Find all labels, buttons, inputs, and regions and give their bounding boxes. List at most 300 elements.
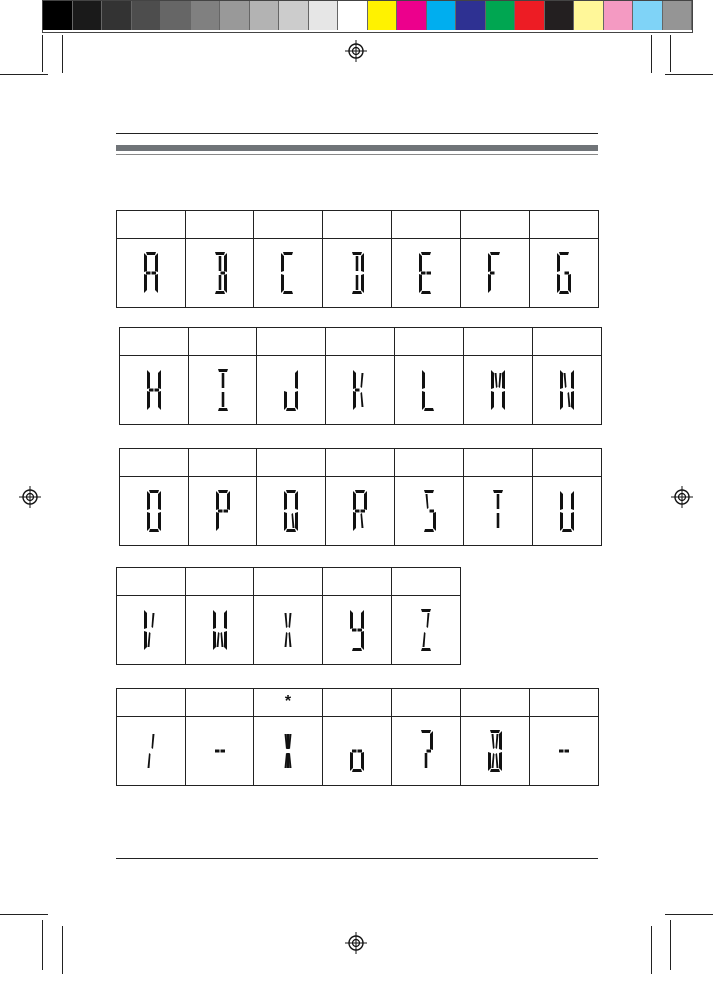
crop-mark (0, 914, 48, 915)
character-cell (392, 239, 461, 308)
glyph-segment (361, 631, 364, 650)
glyph-segment (358, 750, 363, 753)
glyph-segment (560, 491, 563, 510)
glyph-segment (224, 253, 227, 272)
glyph-segment (213, 631, 216, 650)
glyph-segment (149, 389, 154, 392)
table-header-cell (189, 328, 257, 356)
glyph-segment (361, 752, 364, 771)
color-swatch (633, 1, 663, 30)
glyph-segment (221, 373, 224, 388)
glyph-segment (281, 274, 284, 293)
glyph-segment (147, 370, 150, 389)
glyph-segment (295, 391, 298, 410)
glyph-segment (427, 613, 430, 628)
glyph-segment (422, 391, 425, 410)
character-table-row-3 (119, 448, 602, 546)
table-header-cell (323, 689, 392, 717)
table-header-cell (120, 449, 189, 477)
character-cell (117, 239, 186, 308)
glyph-segment (218, 490, 228, 493)
glyph-segment (227, 491, 230, 510)
glyph-segment (287, 753, 290, 768)
character-table-row-4 (116, 567, 461, 665)
crop-mark (651, 926, 652, 974)
table-header-cell (392, 689, 461, 717)
table-header-cell (464, 328, 533, 356)
table-header-cell (254, 689, 323, 717)
character-cell (392, 596, 461, 665)
glyph-segment (419, 274, 422, 293)
glyph-segment (283, 291, 293, 294)
glyph-segment (427, 272, 432, 275)
glyph-segment (352, 252, 362, 255)
table-header-cell (117, 568, 186, 596)
crop-mark (42, 920, 43, 970)
segment-display-glyph (210, 607, 230, 653)
glyph-segment (564, 373, 567, 388)
glyph-segment (423, 632, 426, 647)
segment-display-glyph (144, 367, 164, 413)
table-header-cell (117, 689, 186, 717)
glyph-segment (353, 512, 356, 531)
glyph-segment (559, 750, 564, 753)
glyph-segment (144, 610, 147, 629)
glyph-segment (426, 494, 429, 509)
color-swatch (161, 1, 191, 30)
segment-display-glyph (416, 250, 436, 296)
table-header-cell (533, 328, 602, 356)
color-swatch (545, 1, 575, 30)
segment-display-glyph (347, 250, 367, 296)
glyph-segment (158, 512, 161, 531)
table-header-cell (323, 568, 392, 596)
glyph-segment (488, 274, 491, 293)
crop-mark (62, 35, 63, 73)
character-cell (186, 239, 254, 308)
segment-display-glyph (210, 250, 230, 296)
glyph-segment (557, 274, 560, 293)
table-header-cell (395, 328, 464, 356)
color-swatch (191, 1, 221, 30)
glyph-segment (149, 529, 159, 532)
character-cell (464, 477, 533, 546)
table-header-cell (186, 689, 254, 717)
glyph-segment (499, 731, 502, 750)
crop-mark (670, 35, 671, 72)
glyph-segment (286, 408, 296, 411)
character-cell (257, 477, 326, 546)
character-cell (395, 477, 464, 546)
glyph-segment (218, 256, 221, 271)
color-swatch (427, 1, 457, 30)
crop-mark (62, 926, 63, 974)
segment-display-glyph (281, 488, 301, 534)
glyph-segment (495, 373, 498, 388)
crop-mark (670, 920, 671, 970)
glyph-segment (149, 490, 159, 493)
glyph-segment (364, 491, 367, 510)
glyph-segment (147, 391, 150, 410)
glyph-segment (352, 291, 362, 294)
color-swatch (574, 1, 604, 30)
glyph-segment (502, 370, 505, 389)
color-swatch (368, 1, 398, 30)
segment-display-glyph (419, 488, 439, 534)
color-swatch (663, 1, 693, 30)
glyph-segment (497, 494, 500, 509)
glyph-segment (155, 389, 160, 392)
color-swatch (604, 1, 634, 30)
character-cell (120, 356, 189, 425)
glyph-segment (286, 529, 296, 532)
table-header-cell (530, 689, 599, 717)
crosshair-circle-icon (19, 486, 41, 508)
glyph-segment (565, 272, 570, 275)
glyph-segment (286, 490, 296, 493)
glyph-segment (352, 769, 362, 772)
table-header-cell (395, 449, 464, 477)
segment-display-glyph (488, 488, 508, 534)
character-cell (257, 356, 326, 425)
table-header-cell (189, 449, 257, 477)
glyph-segment (295, 370, 298, 389)
segment-display-glyph (488, 367, 508, 413)
table-header-cell (117, 211, 186, 239)
segment-display-glyph (144, 488, 164, 534)
table-header-cell (326, 449, 395, 477)
glyph-segment (419, 253, 422, 272)
glyph-segment (492, 734, 495, 749)
character-cell (395, 356, 464, 425)
glyph-segment (421, 272, 426, 275)
segment-display-glyph (141, 607, 161, 653)
glyph-segment (155, 253, 158, 272)
glyph-segment (213, 610, 216, 629)
character-cell (530, 239, 599, 308)
glyph-segment (571, 491, 574, 510)
glyph-segment (284, 391, 287, 410)
segment-display-glyph (416, 728, 436, 774)
glyph-segment (560, 391, 563, 410)
glyph-segment (502, 391, 505, 410)
table-header-cell (186, 211, 254, 239)
character-cell (533, 477, 602, 546)
glyph-segment (559, 252, 569, 255)
glyph-segment (421, 291, 431, 294)
glyph-segment (355, 510, 360, 513)
crop-mark (42, 35, 43, 72)
table-header-cell (461, 689, 530, 717)
glyph-segment (571, 512, 574, 531)
glyph-segment (158, 491, 161, 510)
segment-display-glyph (278, 728, 298, 774)
glyph-segment (218, 369, 228, 372)
glyph-segment (571, 370, 574, 389)
segment-display-glyph (141, 250, 161, 296)
character-cell (461, 239, 530, 308)
glyph-segment (568, 274, 571, 293)
table-header-cell (254, 211, 323, 239)
segment-display-glyph (419, 367, 439, 413)
glyph-segment (224, 631, 227, 650)
glyph-segment (421, 252, 431, 255)
color-swatch (132, 1, 162, 30)
character-cell (254, 717, 323, 786)
table-header-cell (254, 568, 323, 596)
table-header-cell (461, 211, 530, 239)
glyph-segment (285, 632, 288, 647)
glyph-segment (499, 373, 502, 388)
glyph-segment (565, 750, 570, 753)
glyph-segment (350, 610, 353, 629)
color-swatch (102, 1, 132, 30)
segment-display-glyph (278, 607, 298, 653)
character-cell (254, 596, 323, 665)
character-cell (392, 717, 461, 786)
glyph-segment (350, 752, 353, 771)
table-header-cell (392, 568, 461, 596)
glyph-segment (361, 510, 366, 513)
glyph-segment (352, 629, 357, 632)
glyph-segment (218, 275, 221, 290)
glyph-segment (492, 753, 495, 768)
glyph-segment (221, 392, 224, 407)
character-cell (326, 477, 395, 546)
color-swatch (397, 1, 427, 30)
glyph-segment (146, 252, 156, 255)
glyph-segment (496, 753, 499, 768)
glyph-segment (422, 370, 425, 389)
glyph-segment (289, 632, 292, 647)
glyph-segment (223, 510, 228, 513)
segment-display-glyph (350, 488, 370, 534)
header-band (116, 145, 598, 151)
glyph-segment (284, 491, 287, 510)
table-header-cell (257, 328, 326, 356)
glyph-segment (353, 391, 356, 410)
glyph-segment (215, 291, 225, 294)
glyph-segment (353, 491, 356, 510)
color-swatch (456, 1, 486, 30)
glyph-segment (224, 274, 227, 293)
glyph-segment (148, 753, 151, 768)
glyph-segment (215, 750, 220, 753)
color-swatch (43, 1, 73, 30)
glyph-segment (433, 512, 436, 531)
crosshair-circle-icon (671, 486, 693, 508)
glyph-segment (560, 512, 563, 531)
color-swatch (250, 1, 280, 30)
glyph-segment (421, 609, 431, 612)
character-cell (530, 717, 599, 786)
glyph-segment (499, 752, 502, 771)
table-header-cell (530, 211, 599, 239)
glyph-segment (361, 274, 364, 293)
character-cell (326, 356, 395, 425)
glyph-segment (155, 274, 158, 293)
glyph-segment (421, 648, 431, 651)
character-cell (186, 717, 254, 786)
glyph-segment (496, 734, 499, 749)
segment-display-glyph (347, 607, 367, 653)
segment-display-glyph (278, 250, 298, 296)
glyph-segment (425, 753, 428, 768)
character-cell (189, 477, 257, 546)
crop-mark (0, 74, 48, 75)
glyph-segment (285, 613, 288, 628)
glyph-segment (421, 730, 431, 733)
glyph-segment (562, 529, 572, 532)
glyph-segment (559, 291, 569, 294)
segment-display-glyph (213, 367, 233, 413)
glyph-segment (281, 253, 284, 272)
glyph-segment (355, 490, 365, 493)
table-header-cell (186, 568, 254, 596)
segment-display-glyph (347, 728, 367, 774)
character-cell (461, 717, 530, 786)
glyph-segment (295, 491, 298, 510)
glyph-segment (146, 272, 151, 275)
table-header-cell (392, 211, 461, 239)
glyph-segment (557, 253, 560, 272)
segment-display-glyph (416, 607, 436, 653)
glyph-segment (571, 391, 574, 410)
character-cell (323, 239, 392, 308)
crop-mark (651, 35, 652, 73)
header-rule (116, 133, 598, 134)
footer-rule (116, 858, 598, 859)
glyph-segment (424, 490, 434, 493)
segment-display-glyph (210, 728, 230, 774)
glyph-segment (361, 513, 364, 528)
glyph-segment (152, 613, 155, 628)
header-rule-thin (116, 154, 598, 155)
character-table-row-2 (119, 327, 602, 425)
glyph-segment (287, 734, 290, 749)
glyph-segment (220, 272, 225, 275)
glyph-segment (147, 512, 150, 531)
character-cell (323, 596, 392, 665)
glyph-segment (216, 491, 219, 510)
character-cell (464, 356, 533, 425)
glyph-segment (218, 510, 223, 513)
glyph-segment (147, 491, 150, 510)
segment-display-glyph (485, 728, 505, 774)
glyph-segment (148, 632, 151, 647)
glyph-segment (568, 392, 571, 407)
glyph-segment (158, 391, 161, 410)
glyph-segment (488, 253, 491, 272)
glyph-segment (361, 253, 364, 272)
segment-display-glyph (213, 488, 233, 534)
glyph-segment (144, 274, 147, 293)
table-header-cell (323, 211, 392, 239)
segment-display-glyph (557, 367, 577, 413)
character-cell (323, 717, 392, 786)
color-swatch (73, 1, 103, 30)
glyph-segment (224, 610, 227, 629)
color-swatch (515, 1, 545, 30)
segment-display-glyph (554, 250, 574, 296)
glyph-segment (144, 631, 147, 650)
table-header-cell (120, 328, 189, 356)
glyph-segment (361, 610, 364, 629)
segment-display-glyph (485, 250, 505, 296)
crosshair-circle-icon (345, 40, 367, 62)
glyph-segment (490, 252, 500, 255)
crop-mark (665, 74, 713, 75)
glyph-segment (158, 370, 161, 389)
glyph-segment (490, 272, 495, 275)
segment-display-glyph (281, 367, 301, 413)
glyph-segment (355, 389, 360, 392)
glyph-segment (424, 529, 434, 532)
segment-display-glyph (557, 488, 577, 534)
footnote-marker: * (284, 693, 292, 710)
table-header-cell (464, 449, 533, 477)
glyph-segment (353, 370, 356, 389)
color-swatch (486, 1, 516, 30)
glyph-segment (491, 370, 494, 389)
segment-display-glyph (350, 367, 370, 413)
glyph-segment (497, 513, 500, 528)
character-cell (189, 356, 257, 425)
glyph-segment (216, 632, 219, 647)
glyph-segment (218, 408, 228, 411)
glyph-segment (560, 370, 563, 389)
glyph-segment (289, 613, 292, 628)
glyph-segment (361, 373, 364, 388)
color-swatch (279, 1, 309, 30)
color-swatch (220, 1, 250, 30)
glyph-segment (430, 510, 435, 513)
glyph-segment (424, 408, 434, 411)
glyph-segment (356, 256, 359, 271)
glyph-segment (215, 252, 225, 255)
character-cell (186, 596, 254, 665)
glyph-segment (493, 490, 503, 493)
glyph-segment (356, 275, 359, 290)
glyph-segment (430, 731, 433, 750)
glyph-segment (284, 512, 287, 531)
glyph-segment (358, 629, 363, 632)
glyph-segment (292, 513, 295, 528)
table-header-cell (257, 449, 326, 477)
segment-display-glyph (141, 728, 161, 774)
crosshair-circle-icon (345, 932, 367, 954)
character-cell (117, 596, 186, 665)
glyph-segment (295, 512, 298, 531)
glyph-segment (361, 392, 364, 407)
character-cell (254, 239, 323, 308)
character-cell (533, 356, 602, 425)
glyph-segment (152, 734, 155, 749)
character-cell (120, 477, 189, 546)
glyph-segment (144, 253, 147, 272)
glyph-segment (283, 252, 293, 255)
glyph-segment (491, 391, 494, 410)
color-swatch (309, 1, 339, 30)
glyph-segment (490, 730, 500, 733)
crop-mark (665, 914, 713, 915)
character-table-row-5 (116, 688, 599, 786)
table-header-cell (533, 449, 602, 477)
color-calibration-bar (42, 0, 693, 33)
glyph-segment (220, 632, 223, 647)
glyph-segment (152, 272, 157, 275)
glyph-segment (216, 512, 219, 531)
